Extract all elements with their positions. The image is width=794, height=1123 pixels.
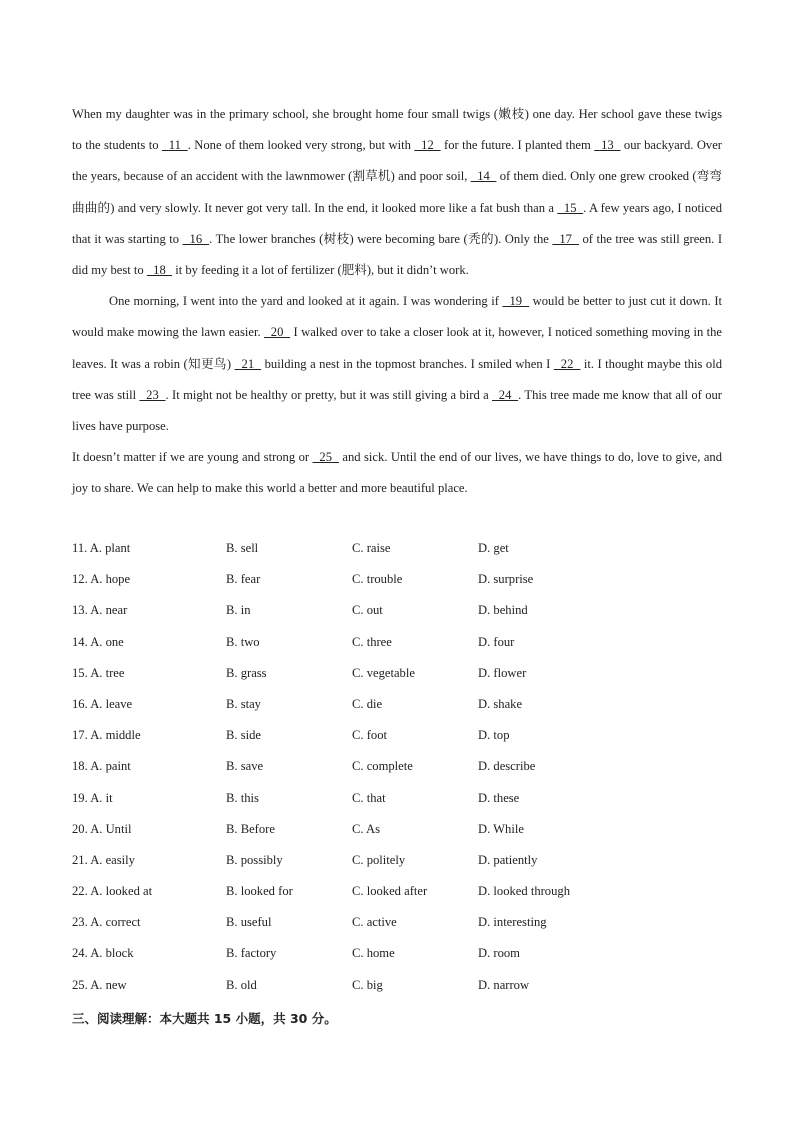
option-a: 19. A. it <box>72 790 113 805</box>
passage-text: I walked over to take a closer look at it, however, I noticed something moving in the leaves. It was a robin (知更鸟) <box>72 325 723 371</box>
option-c: C. active <box>352 915 397 930</box>
blank-14: 14 <box>470 169 497 184</box>
question-row <box>72 783 732 814</box>
passage-text: It doesn’t matter if we are young and strong or <box>72 450 313 465</box>
option-a: 22. A. looked at <box>72 884 153 899</box>
option-c: C. die <box>352 696 383 711</box>
option-a: 23. A. correct <box>72 915 141 930</box>
option-a: 11. A. plant <box>72 541 131 555</box>
option-c: C. that <box>352 790 386 805</box>
option-b: B. save <box>226 759 264 774</box>
option-b: B. looked for <box>226 884 293 899</box>
blank-17: 17 <box>552 231 579 246</box>
option-c: C. looked after <box>352 884 428 899</box>
option-c: C. complete <box>352 759 413 774</box>
option-c: C. three <box>352 634 392 649</box>
option-c: C. politely <box>352 852 406 867</box>
passage-text: it by feeding it a lot of fertilizer (肥料), but it didn’t work. <box>172 263 469 278</box>
option-d: D. shake <box>478 696 523 711</box>
blank-19: 19 <box>502 294 530 309</box>
passage-text: for the future. I planted them <box>440 138 595 153</box>
option-a: 17. A. middle <box>72 728 141 743</box>
option-c: C. trouble <box>352 572 403 587</box>
options-list <box>72 533 732 1001</box>
blank-25: 25 <box>312 450 339 465</box>
option-a: 24. A. block <box>72 946 134 961</box>
option-d: D. behind <box>478 603 528 618</box>
question-row <box>72 845 732 876</box>
option-b: B. stay <box>226 696 261 711</box>
question-row <box>72 751 732 782</box>
option-b: B. fear <box>226 572 261 587</box>
option-d: D. describe <box>478 759 536 774</box>
blank-23: 23 <box>139 387 166 402</box>
question-row <box>72 689 732 720</box>
option-c: C. raise <box>352 541 391 555</box>
question-row <box>72 533 732 564</box>
option-c: C. out <box>352 603 383 618</box>
option-d: D. looked through <box>478 884 570 899</box>
option-d: D. interesting <box>478 915 547 930</box>
option-b: B. in <box>226 603 251 618</box>
blank-11: 11 <box>161 138 188 153</box>
option-d: D. get <box>478 541 509 555</box>
option-c: C. foot <box>352 728 387 743</box>
question-row <box>72 564 732 595</box>
option-d: D. patiently <box>478 852 538 867</box>
option-c: C. vegetable <box>352 665 415 680</box>
option-d: D. flower <box>478 665 527 680</box>
option-b: B. old <box>226 977 257 992</box>
option-d: D. narrow <box>478 977 530 992</box>
passage-text: building a nest in the topmost branches. I smiled when I <box>261 356 554 371</box>
question-row <box>72 876 732 907</box>
option-a: 12. A. hope <box>72 572 131 587</box>
passage-text: and sick. Until the end of our lives, we have things to do, love to give, and joy to share. We can help to make this world a better and more beautiful place. <box>72 450 722 496</box>
option-d: D. top <box>478 728 510 743</box>
passage-text: of them died. Only one grew crooked (弯弯曲曲的) and very slowly. It never got very tall. In the end, it looked more like a fat bush than a <box>72 169 723 215</box>
option-b: B. factory <box>226 946 277 961</box>
passage-text: would be better to just cut it down. It would make mowing the lawn easier. <box>72 294 723 340</box>
question-row <box>72 658 732 689</box>
option-d: D. four <box>478 634 515 649</box>
option-b: B. sell <box>226 541 259 555</box>
passage-text: . The lower branches (树枝) were becoming bare (秃的). Only the <box>209 231 553 246</box>
question-row <box>72 627 732 658</box>
question-row <box>72 720 732 751</box>
cloze-passage <box>72 99 722 505</box>
question-row <box>72 595 732 626</box>
option-a: 15. A. tree <box>72 665 125 680</box>
option-c: C. big <box>352 977 383 992</box>
option-b: B. grass <box>226 665 267 680</box>
option-d: D. these <box>478 790 520 805</box>
blank-21: 21 <box>234 356 262 371</box>
option-b: B. this <box>226 790 259 805</box>
blank-18: 18 <box>146 263 173 278</box>
passage-text: . This tree made me know that all of our lives have purpose. <box>72 387 722 434</box>
passage-text: it. I thought maybe this old tree was still <box>72 356 722 402</box>
option-a: 21. A. easily <box>72 852 135 867</box>
section-heading: 三、阅读理解：本大题共 15 小题，共 30 分。 <box>72 1011 337 1026</box>
passage-text: . A few years ago, I noticed that it was starting to <box>72 200 722 246</box>
passage-text: When my daughter was in the primary school, she brought home four small twigs (嫩枝) one day. Her school gave these twigs to the students to <box>72 107 722 153</box>
blank-13: 13 <box>594 138 621 153</box>
passage-paragraph-3 <box>72 442 722 504</box>
option-a: 25. A. new <box>72 977 127 992</box>
passage-text: . It might not be healthy or pretty, but it was still giving a bird a <box>165 387 493 402</box>
option-a: 18. A. paint <box>72 759 131 774</box>
option-a: 20. A. Until <box>72 821 132 836</box>
option-b: B. two <box>226 634 260 649</box>
blank-12: 12 <box>414 138 441 153</box>
passage-text: our backyard. Over the years, because of an accident with the lawnmower (割草机) and poor soil, <box>72 138 723 184</box>
option-d: D. While <box>478 821 524 836</box>
option-c: C. home <box>352 946 395 961</box>
question-row <box>72 814 732 845</box>
blank-22: 22 <box>553 356 581 371</box>
option-a: 13. A. near <box>72 603 128 618</box>
option-b: B. Before <box>226 821 275 836</box>
option-b: B. possibly <box>226 852 283 867</box>
blank-24: 24 <box>492 387 519 402</box>
passage-text: . None of them looked very strong, but with <box>187 138 415 153</box>
option-b: B. side <box>226 728 261 743</box>
option-b: B. useful <box>226 915 272 930</box>
question-row <box>72 970 732 1001</box>
option-a: 14. A. one <box>72 634 124 649</box>
question-row <box>72 938 732 969</box>
blank-15: 15 <box>557 200 584 215</box>
option-c: C. As <box>352 821 380 836</box>
passage-paragraph-1 <box>72 99 722 286</box>
passage-text: One morning, I went into the yard and looked at it again. I was wondering if <box>109 294 503 309</box>
passage-paragraph-2 <box>72 286 722 442</box>
option-d: D. room <box>478 946 520 961</box>
question-row <box>72 907 732 938</box>
blank-20: 20 <box>264 325 291 340</box>
blank-16: 16 <box>182 231 210 246</box>
passage-text: of the tree was still green. I did my best to <box>72 231 723 278</box>
option-d: D. surprise <box>478 572 534 587</box>
option-a: 16. A. leave <box>72 696 133 711</box>
